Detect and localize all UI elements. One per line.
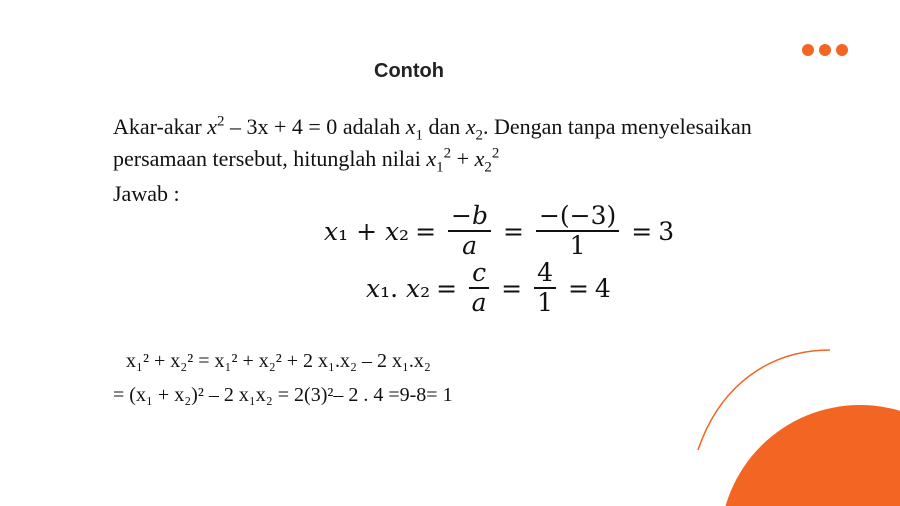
dot xyxy=(836,44,848,56)
math-sup: 2 xyxy=(443,145,452,162)
working-line-2: = (x₁ + x₂)² – 2 x₁x₂ = 2(3)²– 2 . 4 =9-8= 1 xyxy=(113,384,453,406)
answer-label: Jawab : xyxy=(113,181,180,206)
fraction xyxy=(536,203,619,260)
equals-sign: = xyxy=(503,216,524,246)
math-var: x xyxy=(426,146,437,171)
sum-of-roots-equation xyxy=(324,203,674,260)
question-line-2 xyxy=(113,145,500,176)
denominator: 1 xyxy=(569,231,586,261)
math-sub: 2 xyxy=(475,127,483,144)
question-text: dan xyxy=(422,114,466,139)
math-var: x xyxy=(474,146,485,171)
denominator: 𝑎 xyxy=(471,288,487,318)
math-text: + xyxy=(451,146,475,171)
math-var: x xyxy=(465,114,476,139)
fraction xyxy=(448,203,491,260)
three-dots-icon[interactable] xyxy=(802,44,848,56)
numerator: 𝑐 xyxy=(469,260,489,289)
math-var: x xyxy=(405,114,416,139)
question-text: . Dengan tanpa menyelesaikan xyxy=(482,114,752,139)
question-text: persamaan tersebut, hitunglah nilai xyxy=(113,146,427,171)
equals-sign: = xyxy=(631,216,653,246)
equation-result: 4 xyxy=(594,273,611,303)
equation-result: 3 xyxy=(658,216,675,246)
question-line-1 xyxy=(113,113,752,144)
dot xyxy=(819,44,831,56)
numerator: −(−3) xyxy=(536,203,619,232)
math-text: – 3x + 4 = 0 xyxy=(224,114,338,139)
math-sup: 2 xyxy=(491,145,500,162)
math-sub: 1 xyxy=(415,127,423,144)
product-of-roots-equation xyxy=(366,260,611,317)
equals-sign: = xyxy=(436,273,458,303)
decorative-orange-circle xyxy=(720,405,900,506)
dot xyxy=(802,44,814,56)
numerator: −𝑏 xyxy=(448,203,491,232)
math-var: x xyxy=(207,114,217,139)
equation-lhs: 𝑥₁ + 𝑥₂ xyxy=(324,216,410,246)
question-text: Akar-akar xyxy=(113,114,208,139)
math-sup: 2 xyxy=(217,113,225,130)
equation-lhs: 𝑥₁. 𝑥₂ xyxy=(366,273,431,303)
equals-sign: = xyxy=(415,216,437,246)
equals-sign: = xyxy=(501,273,523,303)
denominator: 𝑎 xyxy=(462,231,477,261)
slide-title: Contoh xyxy=(374,60,444,82)
fraction xyxy=(469,260,489,317)
math-sub: 2 xyxy=(484,159,492,176)
numerator: 4 xyxy=(534,260,556,289)
fraction xyxy=(534,260,556,317)
denominator: 1 xyxy=(537,288,553,318)
math-sub: 1 xyxy=(436,159,444,176)
equals-sign: = xyxy=(567,273,589,303)
question-text: adalah xyxy=(337,114,406,139)
working-line-1: x₁² + x₂² = x₁² + x₂² + 2 x₁.x₂ – 2 x₁.x₂ xyxy=(126,350,431,372)
